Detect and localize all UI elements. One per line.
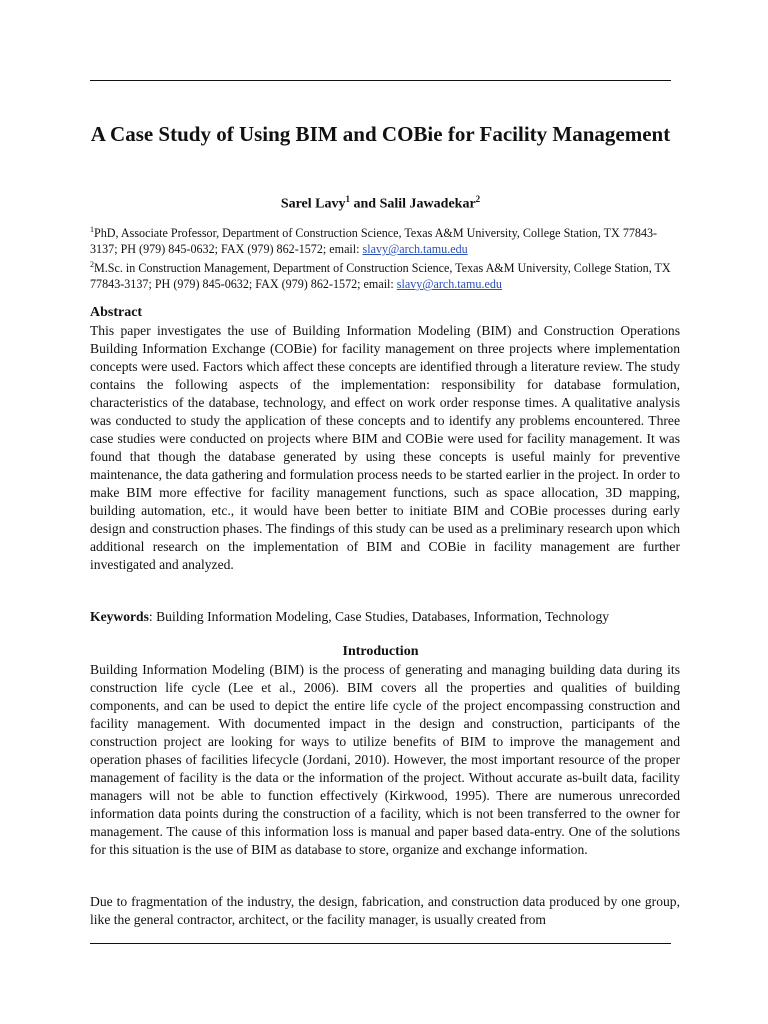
affiliation-1 <box>90 222 680 257</box>
affiliation-1-text: PhD, Associate Professor, Department of Construction Science, Texas A&M University, College Station, TX 77843-3137; PH (979) 845-0632; FAX (979) 862-1572; email: <box>90 226 658 257</box>
affiliation-2-email-link[interactable]: slavy@arch.tamu.edu <box>396 277 502 292</box>
keywords-line <box>90 608 680 626</box>
author-1: Sarel Lavy <box>280 196 346 212</box>
paper-title: A Case Study of Using BIM and COBie for Facility Management <box>90 122 671 146</box>
affiliation-2-sup: 2 <box>90 260 94 270</box>
introduction-paragraph-2: Due to fragmentation of the industry, the design, fabrication, and construction data produced by one group, like the general contractor, architect, or the facility manager, is usually created from <box>90 894 680 927</box>
header-rule <box>90 80 671 81</box>
abstract-body: This paper investigates the use of Building Information Modeling (BIM) and Construction Operations Building Information Exchange (COBie) for facility management on three projects where implementation concepts were used. Factors which affect these concepts are identified through a literature review. The study contains the following aspects of the implementation: responsibility for database formulation, characteristics of the database, technology, and effect on work order response times. A qualitative analysis was conducted to study the application of these concepts and to identify any problems encountered. Three case studies were conducted on projects where BIM and COBie were used for facility management. It was found that though the database generated by using these concepts is useful mainly for preventive maintenance, the data gathering and formulation process needs to be started earlier in the project. In order to make BIM more effective for facility management functions, such as space allocation, 3D mapping, building automation, etc., it would have been better to initiate BIM and COBie processes during early design and construction phases. The findings of this study can be used as a preliminary research upon which additional research on the implementation of BIM and COBie in facility management are further investigated and analyzed. <box>90 323 680 572</box>
footer-rule <box>90 943 671 944</box>
keywords-label: Keywords <box>90 609 149 624</box>
introduction-paragraph-1: Building Information Modeling (BIM) is the process of generating and managing building data during its construction life cycle (Lee et al., 2006). BIM covers all the properties and qualities of building components, and can be used to depict the entire life cycle of the project encompassing construction and facility management. With documented impact in the design and construction, participants of the construction project are looking for ways to utilize benefits of BIM to improve the management and operation phases of facilities lifecycle (Jordani, 2010). However, the most important resource of the proper management of facility is the data or the information of the project. Without accurate as-built data, facility managers will not be able to function effectively (Kirkwood, 1995). There are numerous unrecorded information data points during the construction of a facility, which is not been transferred to the owner for management. The cause of this information loss is manual and paper based data-entry. One of the solutions for this situation is the use of BIM as database to store, organize and exchange information. <box>90 662 680 857</box>
author-2-sup: 2 <box>475 194 481 204</box>
keywords-text: : Building Information Modeling, Case Studies, Databases, Information, Technology <box>148 609 610 624</box>
abstract-heading: Abstract <box>90 305 143 320</box>
author-line <box>90 189 671 215</box>
affiliation-1-sup: 1 <box>90 225 94 234</box>
author-conjunction: and <box>350 196 380 212</box>
author-2: Salil Jawadekar <box>379 196 476 212</box>
author-1-sup: 1 <box>345 194 351 204</box>
introduction-heading: Introduction <box>342 644 419 659</box>
affiliation-2 <box>90 257 680 292</box>
affiliations <box>90 222 680 292</box>
affiliation-1-email-link[interactable]: slavy@arch.tamu.edu <box>362 242 468 257</box>
affiliation-2-text: M.Sc. in Construction Management, Department of Construction Science, Texas A&M University, College Station, TX 77843-3137; PH (979) 845-0632; FAX (979) 862-1572; email: <box>90 261 671 292</box>
